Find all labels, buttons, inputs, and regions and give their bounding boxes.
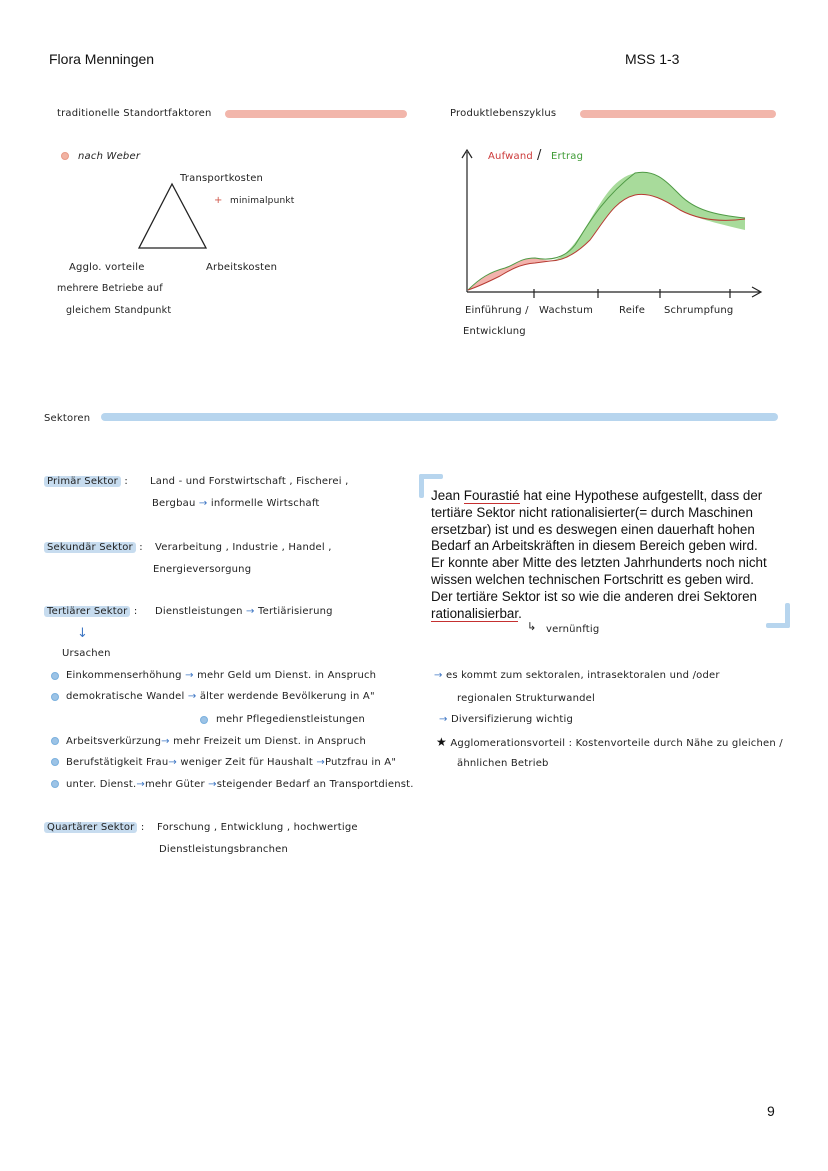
arrow-icon: → [187, 691, 197, 702]
phase-entwicklung: Entwicklung [463, 326, 526, 337]
fourastie-intro: Jean [431, 488, 464, 503]
ursachen-label: Ursachen [62, 648, 111, 659]
tertiaer-label: Tertiärer Sektor : [44, 606, 137, 617]
fourastie-line-6: wissen welchen technischen Fortschritt es geben wird. [431, 571, 755, 587]
bergbau-text: Bergbau [152, 498, 196, 509]
primaer-line2 [152, 498, 319, 509]
ursache-4-result: Putzfrau in A" [324, 757, 397, 768]
arrow-icon: → [208, 779, 217, 790]
note-3 [436, 735, 783, 749]
arrow-icon: → [136, 779, 145, 790]
sekundaer-label-text: Sekundär Sektor [44, 542, 136, 553]
ursache-2-cause: demokratische Wandel [66, 691, 185, 702]
ursache-5-result: steigender Bedarf an Transportdienst. [216, 779, 414, 790]
arrow-icon: → [246, 606, 255, 617]
arrow-icon: → [168, 757, 177, 768]
quartaer-line2: Dienstleistungsbranchen [159, 844, 289, 855]
ursache-2-effect: älter werdende Bevölkerung in A" [199, 691, 375, 702]
plz-title-bar [580, 110, 776, 118]
bullet-dot [51, 780, 59, 788]
fourastie-line-5: Er konnte aber Mitte des letzten Jahrhunderts noch nicht [431, 555, 767, 571]
plus-icon: + [214, 195, 223, 206]
hook-arrow-icon: ↳ [527, 620, 537, 633]
rationalisierbar-word: rationalisierbar [431, 605, 519, 621]
arrow-icon: → [198, 498, 208, 509]
ertrag-curve [468, 172, 745, 290]
dienstleistungen-text: Dienstleistungen [155, 606, 243, 617]
ursache-2 [66, 691, 375, 702]
ursache-3-effect: mehr Freizeit um Dienst. in Anspruch [173, 736, 367, 747]
standort-title-bar [225, 110, 407, 118]
bullet-dot [51, 737, 59, 745]
down-arrow-icon: ↓ [77, 626, 89, 641]
ursache-1 [66, 670, 376, 681]
ursache-4 [66, 757, 396, 768]
quartaer-line1: Forschung , Entwicklung , hochwertige [157, 822, 358, 833]
bracket-right-horizontal [766, 623, 790, 628]
sekundaer-label: Sekundär Sektor : [44, 542, 143, 553]
note-1 [434, 670, 720, 681]
fourastie-period: . [518, 605, 522, 621]
arrow-icon: → [185, 670, 194, 681]
tertiaer-label-text: Tertiärer Sektor [44, 606, 130, 617]
arrow-icon: → [439, 714, 448, 725]
primaer-line1: Land - und Forstwirtschaft , Fischerei , [150, 476, 349, 487]
ursache-2-sub: mehr Pflegedienstleistungen [216, 714, 366, 725]
ursache-5 [66, 779, 414, 790]
author-name: Flora Menningen [49, 51, 155, 67]
ursache-5-cause: unter. Dienst. [66, 779, 137, 790]
sekundaer-line1: Verarbeitung , Industrie , Handel , [155, 542, 332, 553]
phase-reife: Reife [619, 305, 646, 316]
arrow-icon: → [316, 757, 325, 768]
bullet-dot [51, 672, 59, 680]
fourastie-line-8 [431, 606, 786, 623]
phase-schrumpfung: Schrumpfung [664, 305, 734, 316]
agglo-note-line2: gleichem Standpunkt [66, 305, 172, 316]
weber-triangle [130, 180, 220, 255]
triangle-right-label: Arbeitskosten [206, 262, 278, 273]
tertiaer-line1 [155, 606, 333, 617]
ursache-5-effect: mehr Güter [144, 779, 205, 790]
plz-chart [450, 140, 770, 310]
minimalpunkt-label: minimalpunkt [230, 196, 295, 206]
star-icon: ★ [436, 735, 447, 749]
agglo-note-line1: mehrere Betriebe auf [57, 283, 163, 294]
bullet-dot [51, 758, 59, 766]
bracket-left-horizontal [419, 474, 443, 479]
quartaer-label: Quartärer Sektor : [44, 822, 144, 833]
note-1-line-2: regionalen Strukturwandel [457, 693, 596, 704]
note-1-line-1: es kommt zum sektoralen, intrasektoralen und /oder [445, 670, 720, 681]
ursache-4-cause: Berufstätigkeit Frau [66, 757, 169, 768]
page-number: 9 [767, 1103, 775, 1119]
arrow-icon: → [434, 670, 443, 681]
fourastie-paragraph [431, 488, 786, 622]
sektoren-title-bar [101, 413, 778, 421]
fourastie-line-1 [431, 488, 786, 505]
fourastie-name: Fourastié [463, 488, 520, 503]
phase-einfuehrung: Einführung / [465, 305, 529, 316]
bullet-dot [51, 693, 59, 701]
fourastie-line-1-rest: hat eine Hypothese aufgestellt, dass der [519, 488, 763, 503]
informelle-wirtschaft-text: informelle Wirtschaft [210, 498, 320, 509]
arrow-icon: → [161, 736, 170, 747]
fourastie-line-2: tertiäre Sektor nicht rationalisierter(= durch Maschinen [431, 504, 753, 520]
bullet-dot [61, 152, 69, 160]
note-3-line-2: ähnlichen Betrieb [457, 758, 549, 769]
profit-area [550, 172, 745, 261]
legend-ertrag: Ertrag [551, 151, 584, 162]
legend-aufwand: Aufwand [488, 151, 533, 162]
note-2-text: Diversifizierung wichtig [450, 714, 574, 725]
ursache-1-cause: Einkommenserhöhung [66, 670, 182, 681]
triangle-top-label: Transportkosten [180, 173, 264, 184]
ursache-1-effect: mehr Geld um Dienst. in Anspruch [197, 670, 377, 681]
tertiaerisierung-text: Tertiärisierung [258, 606, 333, 617]
primaer-label-text: Primär Sektor [44, 476, 121, 487]
bullet-dot [200, 716, 208, 724]
course-label: MSS 1-3 [625, 51, 680, 67]
ursache-3-cause: Arbeitsverkürzung [66, 736, 162, 747]
fourastie-line-3: ersetzbar) ist und es deswegen einen dauerhaft hohen [431, 521, 755, 537]
note-2 [439, 714, 573, 725]
weber-bullet: nach Weber [78, 151, 141, 162]
sektoren-title: Sektoren [44, 413, 91, 424]
ursache-4-effect: weniger Zeit für Haushalt [180, 757, 313, 768]
note-3-line-1: Agglomerationsvorteil : Kostenvorteile durch Nähe zu gleichen / [450, 738, 783, 749]
fourastie-line-7: Der tertiäre Sektor ist so wie die anderen drei Sektoren [431, 588, 757, 604]
legend-slash: / [537, 148, 542, 163]
sekundaer-line2: Energieversorgung [153, 564, 252, 575]
ursache-3 [66, 736, 366, 747]
vernuenftig-note: vernünftig [546, 624, 600, 635]
fourastie-line-4: Bedarf an Arbeitskräften in diesem Bereich geben wird. [431, 538, 758, 554]
triangle-left-label: Agglo. vorteile [69, 262, 145, 273]
phase-wachstum: Wachstum [539, 305, 594, 316]
standort-title: traditionelle Standortfaktoren [57, 108, 212, 119]
quartaer-label-text: Quartärer Sektor [44, 822, 137, 833]
primaer-label: Primär Sektor : [44, 476, 128, 487]
plz-title: Produktlebenszyklus [450, 108, 557, 119]
